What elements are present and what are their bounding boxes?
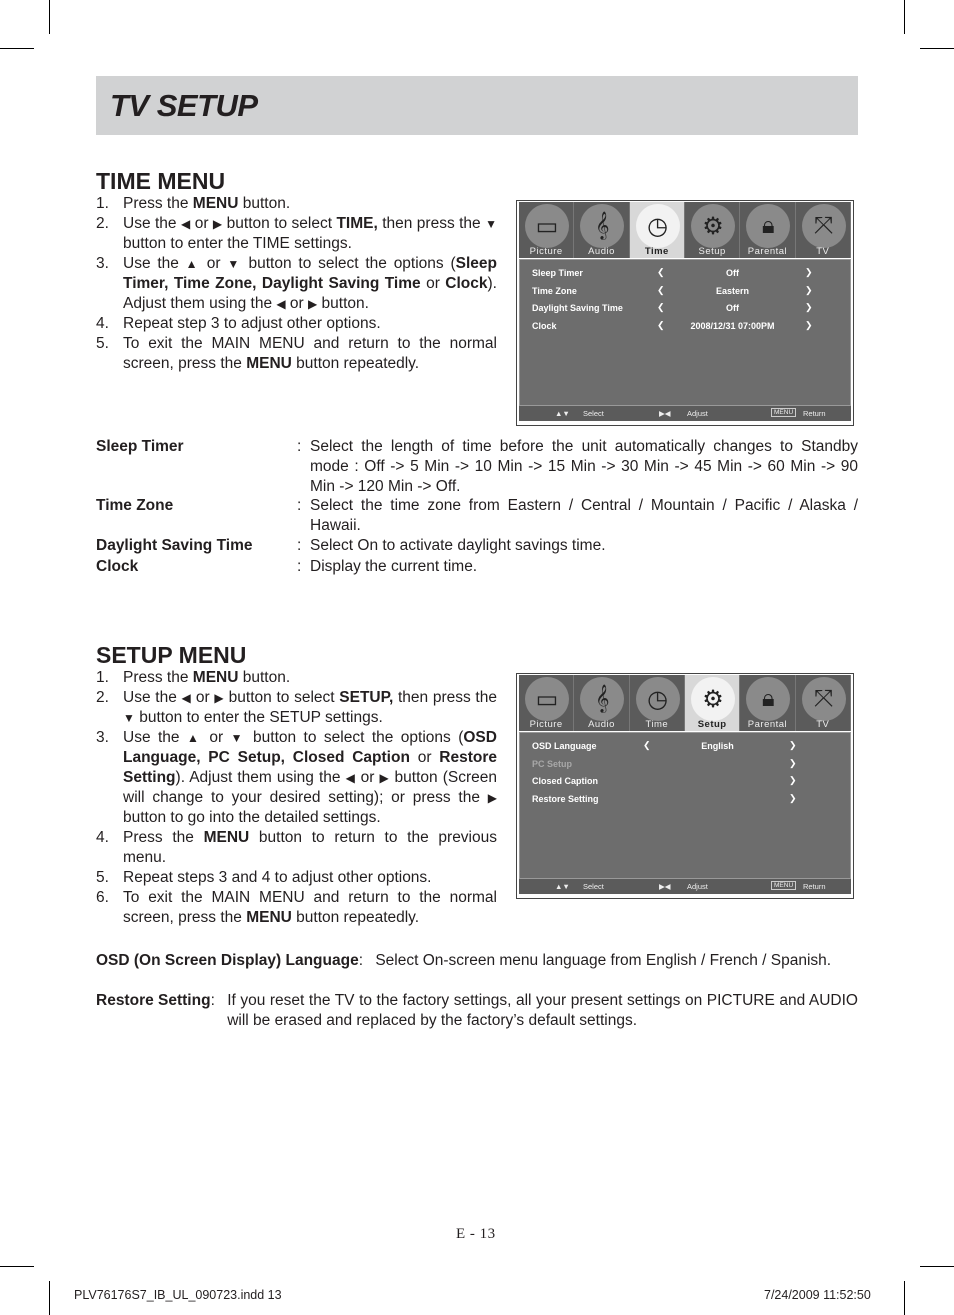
menu-option-value: Eastern [715,286,750,296]
file-slug: PLV76176S7_IB_UL_090723.indd 13 [74,1288,282,1302]
step-text: button to select [223,689,340,706]
padlock-icon: 🔒︎ [746,677,790,721]
menu-option-label: Sleep Timer [532,268,583,278]
up-down-keys-icon: ▲▼ [555,409,570,418]
step-text: button (Screen will change to your desired setting); or press the [123,769,497,806]
menu-option-label: Time Zone [532,286,577,296]
page-banner [96,76,858,135]
menu-tab [574,202,629,258]
step-item [96,334,497,374]
chevron-right-icon: ❯ [789,793,797,803]
step-item [96,728,497,828]
definition-desc: Display the current time. [310,558,478,575]
crop-mark [920,1266,954,1267]
step-text: button. [238,195,291,212]
step-number: 4. [96,315,109,332]
step-emphasis: MENU [203,829,250,846]
step-text: To exit the MAIN MENU and return to the normal screen, press the [123,889,497,926]
menu-key-icon: MENU [771,408,796,417]
step-text: Press the [123,195,193,212]
arrow-glyph-icon: ◀ [276,297,286,311]
step-number: 3. [96,255,109,272]
status-return-label: Return [803,882,826,891]
menu-tab-label: TV [816,246,830,257]
arrow-glyph-icon: ▶ [379,771,390,785]
menu-tab-bar [519,675,851,731]
menu-option-label: PC Setup [532,759,573,769]
crop-mark [904,1281,905,1315]
status-adjust-label: Adjust [687,882,708,891]
restore-setting-term: Restore Setting [96,992,211,1009]
menu-tab-label: TV [816,719,830,730]
osd-language-desc: Select On-screen menu language from English / French / Spanish. [375,952,832,969]
print-timestamp: 7/24/2009 11:52:50 [764,1288,871,1302]
step-text: Use the [123,215,181,232]
crop-mark [49,1281,50,1315]
step-text: button repeatedly. [291,355,420,372]
step-text: or [409,749,440,766]
definition-colon: : [297,537,302,554]
page-title: TV SETUP [110,88,258,123]
step-emphasis: MENU [192,195,239,212]
menu-option-value: Off [726,268,739,278]
restore-setting-definition: Restore Setting: If you reset the TV to the factory settings, all your present settings on PICTURE and AUDIO will be erased and replaced by the factory’s default settings. [96,992,858,1029]
step-text: button to enter the SETUP settings. [134,709,383,726]
clock-icon: ◷ [636,677,680,721]
step-number: 5. [96,869,109,886]
status-return-label: Return [803,409,826,418]
step-text: then press the [393,689,497,706]
step-text: button repeatedly. [291,909,420,926]
menu-tab-label: Time [645,719,669,730]
menu-options-panel [519,732,851,879]
chevron-right-icon: ❯ [805,267,813,277]
step-text: or [420,275,446,292]
step-item [96,314,497,334]
step-emphasis: SETUP, [339,689,394,706]
definition-colon: : [297,438,302,455]
menu-options-panel [519,259,851,406]
step-emphasis: MENU [192,669,239,686]
menu-option-label: Closed Caption [532,776,599,786]
clock-icon: ◷ [636,204,680,248]
step-number: 5. [96,335,109,352]
gear-icon: ⚙ [691,677,735,721]
time-menu-heading: TIME MENU [96,168,226,194]
antenna-icon: ⤧ [802,204,846,248]
menu-tab [630,675,685,731]
arrow-glyph-icon: ▲ [186,731,202,745]
definition-term: Time Zone [96,497,174,514]
menu-tab [740,202,795,258]
menu-tab-bar [519,202,851,258]
menu-tab [685,202,740,258]
step-emphasis: Sleep Timer, Time Zone, Daylight Saving Time [123,255,497,292]
arrow-glyph-icon: ▼ [123,711,135,725]
step-text: button. [238,669,291,686]
menu-status-bar [519,879,851,894]
antenna-icon: ⤧ [802,677,846,721]
step-text: Press the [123,669,193,686]
definition-row [96,496,858,536]
menu-option-label: Restore Setting [532,794,599,804]
menu-tab [519,675,574,731]
step-text: ). Adjust them using the [123,275,497,312]
step-text: or [355,769,380,786]
step-text: or [285,295,309,312]
menu-tab-label: Setup [697,719,727,730]
menu-option-value: English [701,741,734,751]
arrow-glyph-icon: ▶ [214,691,224,705]
chevron-left-icon: ❮ [657,267,665,277]
step-text: Use the [123,255,186,272]
definition-row [96,557,858,577]
gear-icon: ⚙ [691,204,735,248]
definition-colon: : [297,497,302,514]
menu-tab-label: Audio [588,719,615,730]
menu-tab [630,202,685,258]
menu-tab [740,675,795,731]
menu-tab-label: Picture [529,719,563,730]
arrow-glyph-icon: ▼ [230,731,246,745]
chevron-right-icon: ❯ [789,740,797,750]
menu-option-value: 2008/12/31 07:00PM [690,321,775,331]
step-text: or [201,729,231,746]
chevron-right-icon: ❯ [789,775,797,785]
menu-option-label: OSD Language [532,741,597,751]
menu-tab-label: Setup [698,246,726,257]
chevron-right-icon: ❯ [805,302,813,312]
osd-language-definition: OSD (On Screen Display) Language: Select On-screen menu language from English / French / Spanish. [96,951,858,971]
chevron-left-icon: ❮ [657,302,665,312]
step-item [96,888,497,928]
step-text: button to select [222,215,337,232]
step-number: 6. [96,889,109,906]
definition-desc: Select the length of time before the unit automatically changes to Standby mode : Off -> 5 Min -> 10 Min -> 15 Min -> 30 Min -> 45 Min -> 60 Min -> 90 Min -> 120 Min -> Off. [310,438,858,495]
step-text: ). Adjust them using the [175,769,346,786]
padlock-icon: 🔒︎ [746,204,790,248]
arrow-glyph-icon: ◀ [345,771,356,785]
chevron-left-icon: ❮ [643,740,651,750]
step-number: 2. [96,215,109,232]
status-adjust-label: Adjust [687,409,708,418]
menu-tab-label: Parental [747,719,788,730]
arrow-glyph-icon: ◀ [180,217,191,231]
left-right-keys-icon: ▶◀ [659,882,671,891]
arrow-glyph-icon: ▶ [308,297,318,311]
step-text: Repeat step 3 to adjust other options. [123,315,381,332]
arrow-glyph-icon: ▼ [227,257,242,271]
step-number: 4. [96,829,109,846]
step-text: button to select the options ( [245,729,464,746]
restore-setting-desc: If you reset the TV to the factory settings, all your present settings on PICTURE and AUDIO will be erased and replaced by the factory’s default settings. [227,992,858,1029]
definition-desc: Select the time zone from Eastern / Central / Mountain / Pacific / Alaska / Hawaii. [310,497,858,534]
left-right-keys-icon: ▶◀ [659,409,671,418]
step-number: 2. [96,689,109,706]
step-text: button to return to the previous menu. [123,829,497,866]
step-emphasis: Restore Setting [123,749,497,786]
chevron-right-icon: ❯ [789,758,797,768]
setup-menu-screenshot [516,673,854,899]
step-emphasis: Clock [445,275,488,292]
step-text: Use the [123,689,182,706]
step-number: 1. [96,669,109,686]
step-text: button. [317,295,369,312]
step-text: button to enter the TIME settings. [123,235,352,252]
menu-tab [574,675,629,731]
menu-tab-label: Picture [529,246,563,257]
step-item [96,828,497,868]
menu-option-value: Off [726,303,739,313]
arrow-glyph-icon: ▼ [485,217,497,231]
step-number: 3. [96,729,109,746]
menu-tab-label: Audio [588,246,615,257]
definition-term: Sleep Timer [96,438,184,455]
music-note-icon: 𝄞 [580,677,624,721]
definition-row [96,536,858,556]
step-emphasis: TIME, [336,215,378,232]
chevron-left-icon: ❮ [657,320,665,330]
crop-mark [0,48,34,49]
step-text: Press the [123,829,204,846]
menu-option-label: Daylight Saving Time [532,303,623,313]
definition-row [96,437,858,497]
step-item [96,254,497,314]
step-text: then press the [377,215,486,232]
menu-tab-label: Parental [747,246,788,257]
step-item [96,868,497,888]
arrow-glyph-icon: ▲ [185,257,201,271]
music-note-icon: 𝄞 [580,204,624,248]
crop-mark [904,0,905,34]
status-select-label: Select [583,882,604,891]
menu-tab-label: Time [644,246,669,257]
step-item [96,668,497,688]
osd-language-term: OSD (On Screen Display) Language [96,952,359,969]
step-text: or [190,215,213,232]
menu-status-bar [519,406,851,421]
tv-icon: ▭ [525,204,569,248]
step-emphasis: OSD Language, PC Setup, Closed Caption [123,729,497,766]
chevron-left-icon: ❮ [657,285,665,295]
step-number: 1. [96,195,109,212]
step-text: or [200,255,228,272]
time-menu-steps [96,194,497,374]
tv-icon: ▭ [525,677,569,721]
menu-tab [796,202,851,258]
arrow-glyph-icon: ▶ [487,791,497,805]
definition-term: Clock [96,558,139,575]
menu-option-label: Clock [532,321,557,331]
time-menu-screenshot [516,200,854,426]
chevron-right-icon: ❯ [805,285,813,295]
arrow-glyph-icon: ◀ [181,691,192,705]
step-text: To exit the MAIN MENU and return to the normal screen, press the [123,335,497,372]
crop-mark [920,48,954,49]
menu-tab [796,675,851,731]
setup-menu-steps [96,668,497,928]
crop-mark [49,0,50,34]
menu-tab [519,202,574,258]
definition-colon: : [297,558,302,575]
definition-desc: Select On to activate daylight savings time. [310,537,606,554]
step-emphasis: MENU [246,355,292,372]
step-text: button to go into the detailed settings. [123,809,381,826]
definition-term: Daylight Saving Time [96,537,253,554]
step-emphasis: MENU [246,909,292,926]
up-down-keys-icon: ▲▼ [555,882,570,891]
crop-mark [0,1266,34,1267]
step-item [96,688,497,728]
chevron-right-icon: ❯ [805,320,813,330]
step-item [96,214,497,254]
setup-menu-heading: SETUP MENU [96,642,247,668]
step-text: button to select the options ( [241,255,456,272]
step-item [96,194,497,214]
step-text: Use the [123,729,187,746]
step-text: Repeat steps 3 and 4 to adjust other options. [123,869,432,886]
menu-tab [685,675,740,731]
step-text: or [191,689,215,706]
page-number: E - 13 [456,1226,496,1242]
arrow-glyph-icon: ▶ [212,217,223,231]
menu-key-icon: MENU [771,881,796,890]
status-select-label: Select [583,409,604,418]
